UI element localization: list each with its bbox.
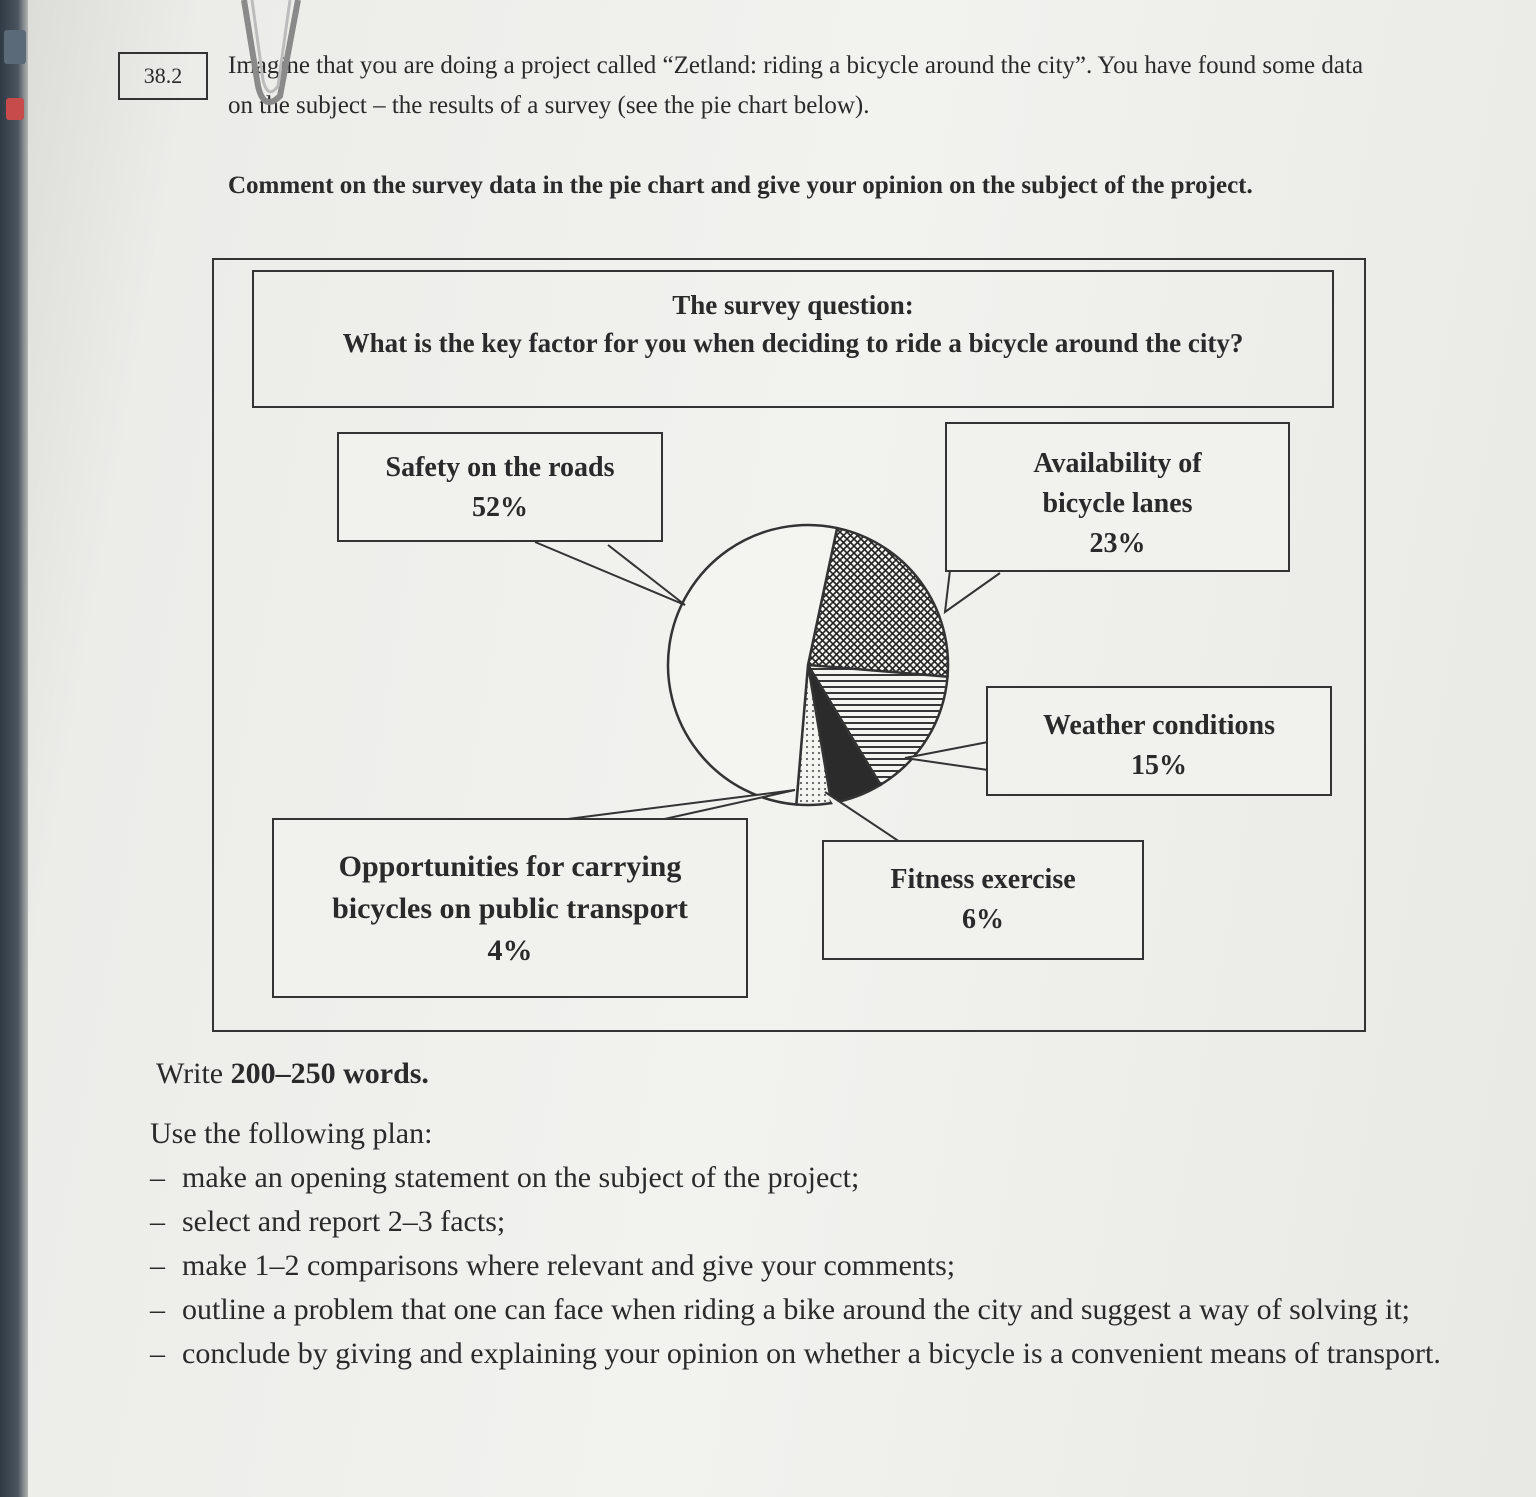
label-weather-value: 15% bbox=[1131, 750, 1187, 781]
label-fitness-value: 6% bbox=[962, 904, 1004, 935]
label-safety bbox=[337, 432, 663, 542]
label-transport-name-2: bicycles on public transport bbox=[332, 892, 688, 925]
survey-question-text: What is the key factor for you when deciding to ride a bicycle around the city? bbox=[342, 328, 1244, 358]
label-transport-value: 4% bbox=[487, 934, 533, 967]
plan-list bbox=[150, 1156, 1470, 1376]
word-count-line bbox=[156, 1052, 1470, 1096]
label-availability bbox=[945, 422, 1290, 572]
plan-item: – make an opening statement on the subject of the project; bbox=[150, 1156, 1470, 1200]
plan-item: – make 1–2 comparisons where relevant and give your comments; bbox=[150, 1244, 1470, 1288]
plan-item: – select and report 2–3 facts; bbox=[150, 1200, 1470, 1244]
word-count-range: 200–250 words. bbox=[230, 1057, 429, 1090]
label-availability-name-2: bicycle lanes bbox=[1042, 488, 1193, 519]
plan-item: – outline a problem that one can face when riding a bike around the city and suggest a way of solving it; bbox=[150, 1288, 1470, 1332]
label-fitness-name: Fitness exercise bbox=[890, 864, 1076, 895]
task-number-box: 38.2 bbox=[118, 52, 208, 100]
task-footer bbox=[150, 1052, 1470, 1376]
label-fitness bbox=[822, 840, 1144, 960]
label-weather bbox=[986, 686, 1332, 796]
plan-item: – conclude by giving and explaining your opinion on whether a bicycle is a convenient means of transport. bbox=[150, 1332, 1470, 1376]
label-transport-name-1: Opportunities for carrying bbox=[338, 850, 682, 883]
callout-pointer-safety bbox=[535, 542, 685, 605]
label-safety-value: 52% bbox=[472, 492, 528, 523]
pie-slices bbox=[668, 525, 948, 805]
word-count-prefix: Write bbox=[156, 1057, 231, 1090]
label-availability-value: 23% bbox=[1089, 528, 1146, 559]
intro-text: Imagine that you are doing a project called “Zetland: riding a bicycle around the city”. You have found some data on the subject – the results of a survey (see the pie chart below). bbox=[228, 52, 1364, 119]
callout-pointer-availability bbox=[945, 570, 1000, 612]
label-availability-name-1: Availability of bbox=[1033, 448, 1202, 479]
label-weather-name: Weather conditions bbox=[1042, 710, 1276, 741]
plan-title: Use the following plan: bbox=[150, 1117, 433, 1150]
task-instruction: Comment on the survey data in the pie chart and give your opinion on the subject of the project. bbox=[228, 172, 1253, 199]
callout-pointer-fitness bbox=[825, 792, 900, 842]
survey-question-title: The survey question: bbox=[672, 290, 914, 320]
label-safety-name: Safety on the roads bbox=[385, 452, 615, 483]
callout-pointer-transport bbox=[560, 790, 795, 820]
label-transport bbox=[272, 818, 748, 998]
